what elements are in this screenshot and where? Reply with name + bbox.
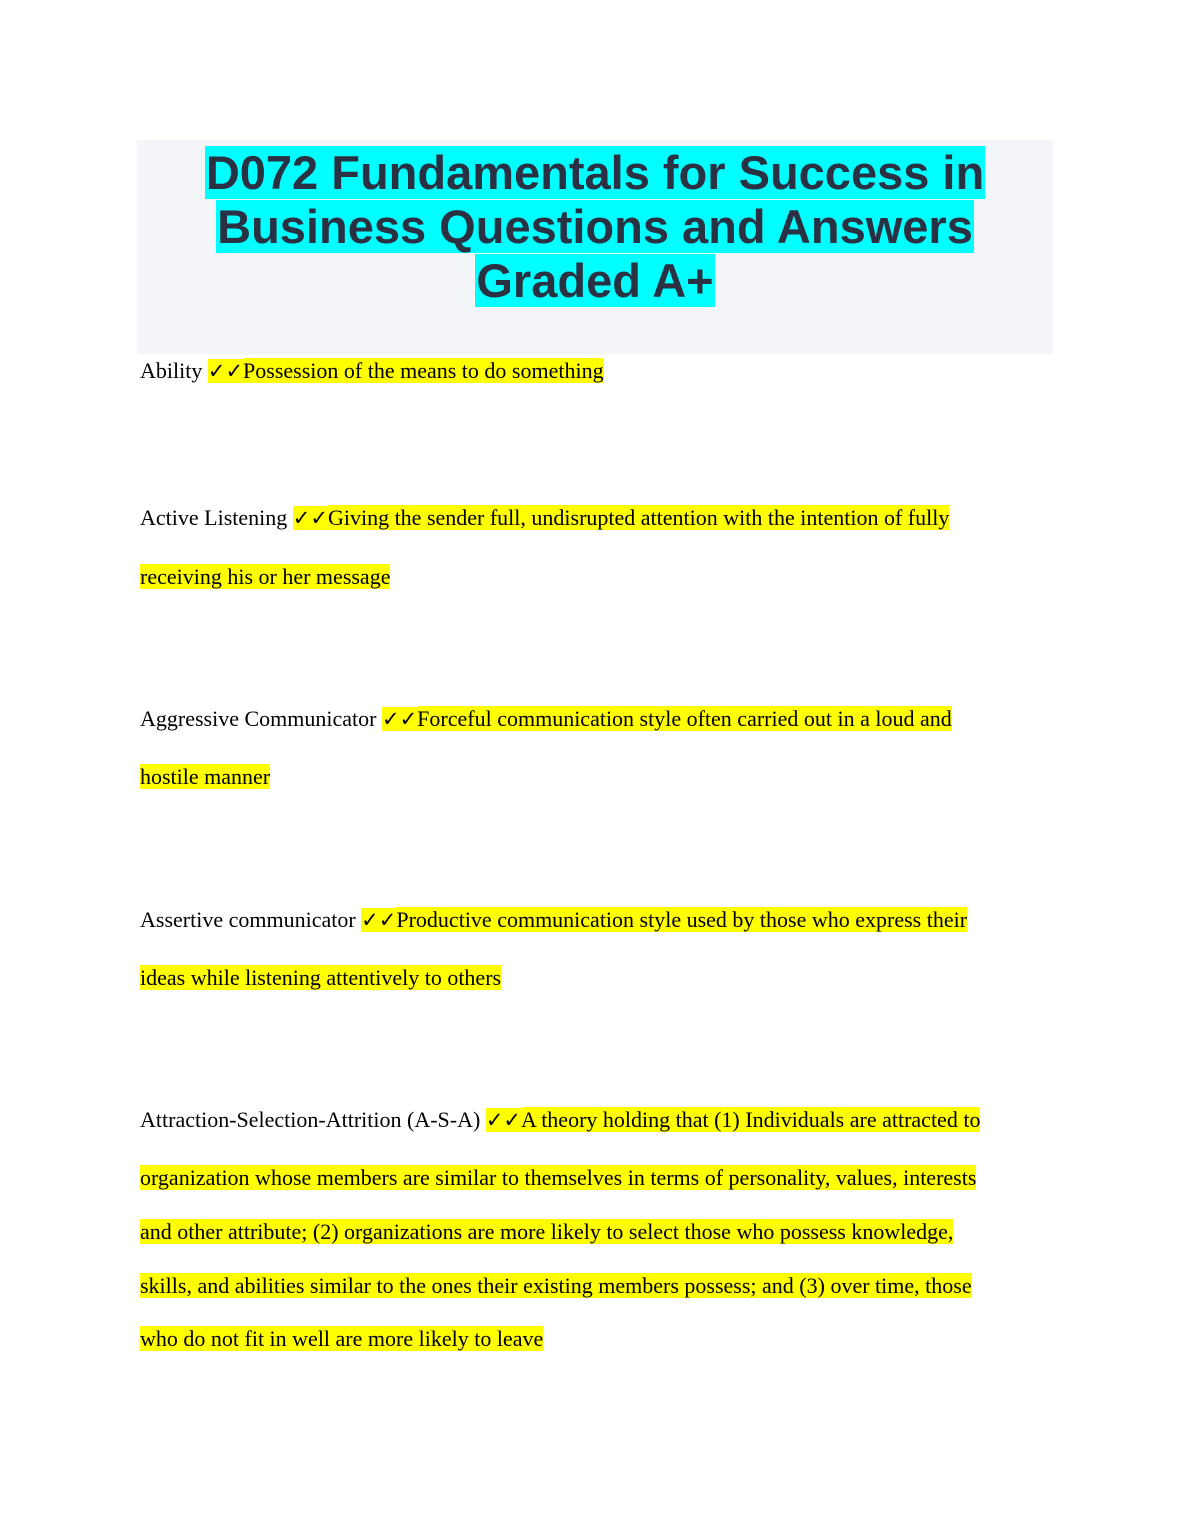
double-check-icon: ✓✓ [485,1108,522,1132]
definition-text: Giving the sender full, undisrupted attention with the intention of fully [327,505,950,530]
entry-attraction-selection-attrition [140,1107,980,1133]
definition-continuation [140,1165,976,1191]
definition-continuation [140,965,501,991]
term-label: Active Listening [140,505,288,530]
document-title-line-2: Business Questions and Answers [217,200,973,253]
term-label: Assertive communicator [140,907,356,932]
definition-text: who do not fit in well are more likely to leave [140,1326,544,1351]
definition-text: Productive communication style used by those who express their [396,907,968,932]
term-label: Ability [140,358,203,383]
double-check-icon: ✓✓ [207,359,244,383]
definition-text: Forceful communication style often carried out in a loud and [417,706,952,731]
definition-continuation [140,1326,543,1352]
double-check-icon: ✓✓ [381,707,418,731]
double-check-icon: ✓✓ [292,506,328,530]
document-title-line-3: Graded A+ [476,254,714,307]
definition-text: A theory holding that (1) Individuals are attracted to [521,1107,981,1132]
definition-continuation [140,564,390,590]
term-label: Attraction-Selection-Attrition (A-S-A) [140,1107,481,1132]
definition-text: hostile manner [140,764,271,789]
document-title-box [137,140,1053,354]
definition-text: skills, and abilities similar to the ones their existing members possess; and (3) over time, those [140,1273,972,1298]
term-label: Aggressive Communicator [140,706,377,731]
definition-text: ideas while listening attentively to others [140,965,502,990]
definition-continuation [140,764,270,790]
definition-text: receiving his or her message [140,564,391,589]
definition-continuation [140,1273,972,1299]
entry-active-listening [140,505,949,531]
entry-ability [140,358,604,384]
definition-continuation [140,1219,953,1245]
entry-aggressive-communicator [140,706,952,732]
entry-assertive-communicator [140,907,967,933]
double-check-icon: ✓✓ [361,908,397,932]
definition-text: and other attribute; (2) organizations are more likely to select those who possess knowledge, [140,1219,954,1244]
document-title-line-1: D072 Fundamentals for Success in [205,146,985,199]
definition-text: organization whose members are similar to themselves in terms of personality, values, interests [140,1165,977,1190]
definition-text: Possession of the means to do something [243,358,604,383]
